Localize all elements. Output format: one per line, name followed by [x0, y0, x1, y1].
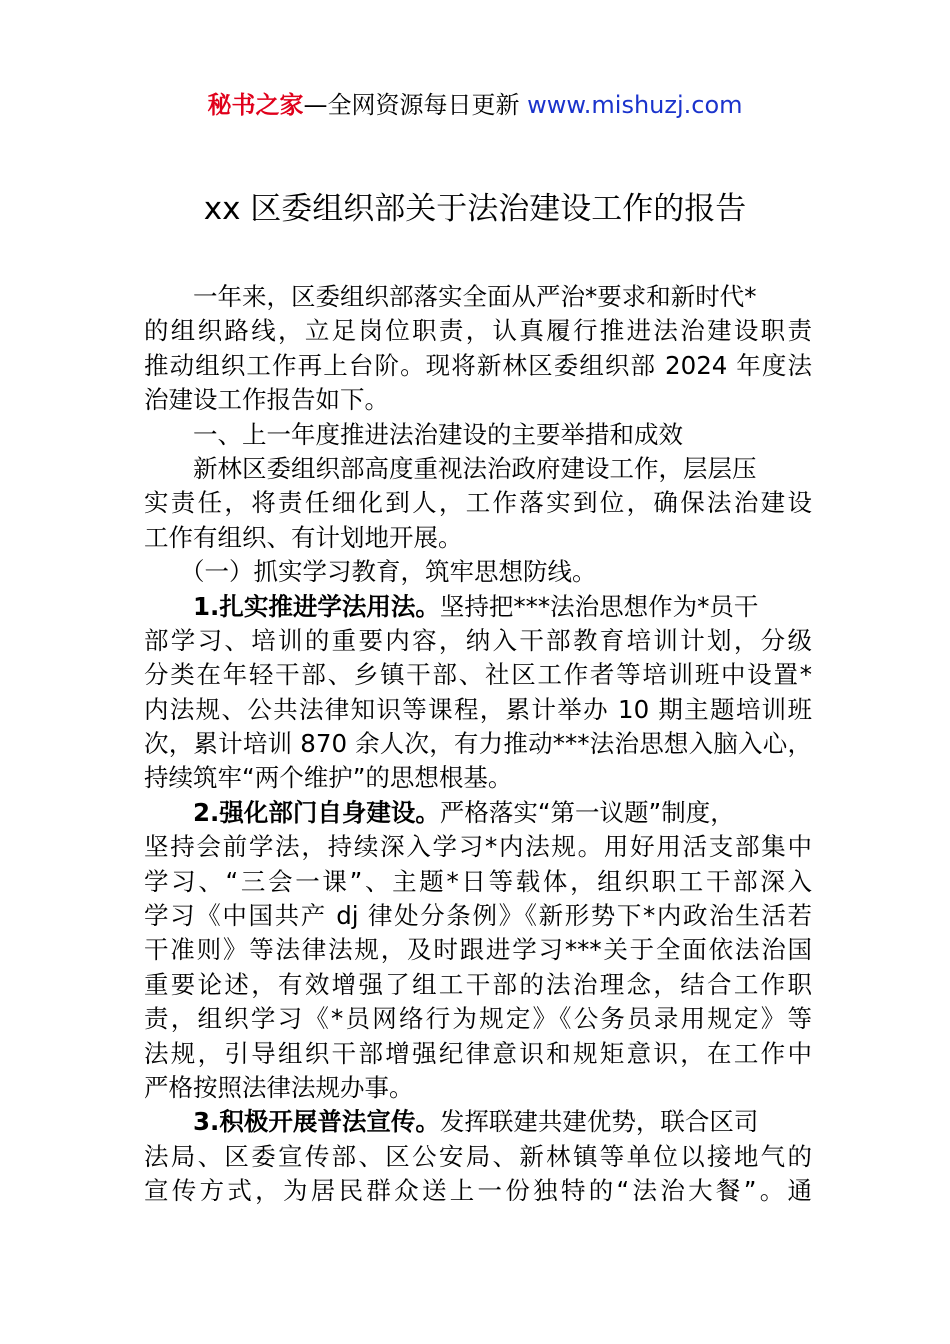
- document-title: xx 区委组织部关于法治建设工作的报告: [203, 191, 747, 227]
- subsection-heading: （一）抓实学习教育，筑牢思想防线。: [180, 557, 597, 587]
- paragraph-line: 治建设工作报告如下。: [144, 385, 389, 415]
- document-body: [144, 280, 812, 1209]
- paragraph-line: 的组织路线，立足岗位职责，认真履行推进法治建设职责: [144, 316, 812, 346]
- item-heading: 3.积极开展普法宣传。: [193, 1107, 440, 1137]
- paragraph-line: 工作有组织、有计划地开展。: [144, 522, 463, 552]
- paragraph-line: 学习、“三会一课”、主题*日等载体，组织职工干部深入: [144, 866, 812, 896]
- paragraph-line: 坚持会前学法，持续深入学习*内法规。用好用活支部集中: [144, 832, 812, 862]
- item-heading: 1.扎实推进学法用法。: [193, 591, 440, 621]
- site-header: [0, 88, 950, 122]
- paragraph-line: 持续筑牢“两个维护”的思想根基。: [144, 763, 513, 793]
- paragraph-line: [144, 796, 812, 830]
- item-text: 严格落实“第一议题”制度，: [439, 797, 735, 827]
- paragraph-line: 推动组织工作再上台阶。现将新林区委组织部 2024 年度法: [144, 350, 812, 380]
- paragraph-line: 次，累计培训 870 余人次，有力推动***法治思想入脑入心，: [144, 729, 812, 759]
- paragraph-line: 一年来，区委组织部落实全面从严治*要求和新时代*: [193, 282, 757, 311]
- paragraph-line: 学习《中国共产 dj 律处分条例》《新形势下*内政治生活若: [144, 901, 812, 931]
- paragraph-line: 严格按照法律法规办事。: [144, 1072, 414, 1102]
- site-tagline: —全网资源每日更新: [303, 91, 520, 119]
- item-heading: 2.强化部门自身建设。: [193, 797, 440, 827]
- paragraph-line: [144, 1105, 812, 1139]
- site-brand: 秘书之家: [207, 91, 304, 119]
- paragraph-line: 宣传方式，为居民群众送上一份独特的“法治大餐”。通: [144, 1176, 812, 1206]
- paragraph-line: 干准则》等法律法规，及时跟进学习***关于全面依法治国: [144, 935, 812, 965]
- site-url-link[interactable]: www.mishuzj.com: [527, 91, 743, 119]
- paragraph-line: 法规，引导组织干部增强纪律意识和规矩意识，在工作中: [144, 1038, 812, 1068]
- paragraph-line: 责，组织学习《*员网络行为规定》《公务员录用规定》等: [144, 1004, 812, 1034]
- section-heading: 一、上一年度推进法治建设的主要举措和成效: [193, 419, 683, 449]
- paragraph-line: 法局、区委宣传部、区公安局、新林镇等单位以接地气的: [144, 1141, 812, 1171]
- paragraph-line: 实责任，将责任细化到人，工作落实到位，确保法治建设: [144, 488, 812, 518]
- paragraph-line: 重要论述，有效增强了组工干部的法治理念，结合工作职: [144, 969, 812, 999]
- paragraph-line: 分类在年轻干部、乡镇干部、社区工作者等培训班中设置*: [144, 660, 812, 690]
- paragraph-line: [144, 590, 812, 624]
- item-text: 坚持把***法治思想作为*员干: [439, 591, 759, 621]
- paragraph-line: 部学习、培训的重要内容，纳入干部教育培训计划，分级: [144, 625, 812, 655]
- paragraph-line: 内法规、公共法律知识等课程，累计举办 10 期主题培训班: [144, 694, 812, 724]
- item-text: 发挥联建共建优势，联合区司: [439, 1107, 759, 1137]
- paragraph-line: 新林区委组织部高度重视法治政府建设工作，层层压: [193, 453, 757, 483]
